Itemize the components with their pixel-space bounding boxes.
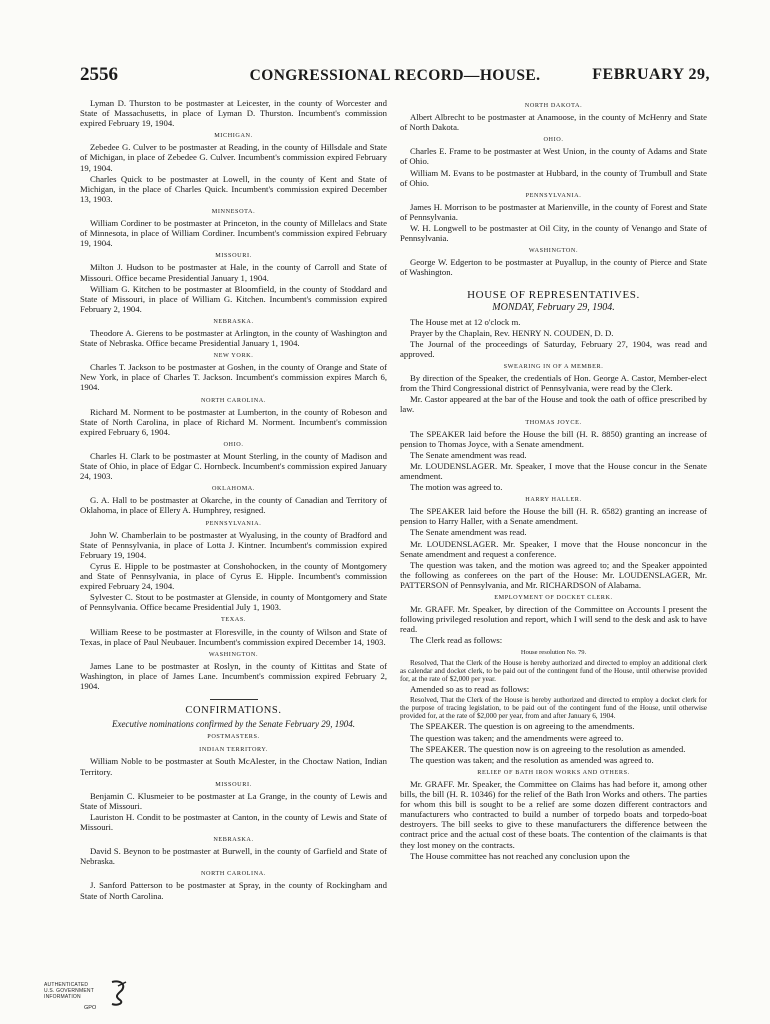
- nomination-paragraph: G. A. Hall to be postmaster at Okarche, in the county of Canadian and Territory of Oklahoma, in place of Ellery A. Humphrey, resigned.: [80, 495, 387, 516]
- proceedings-paragraph: Mr. Castor appeared at the bar of the House and took the oath of office prescribed by law.: [400, 394, 707, 415]
- proceedings-paragraph: The Senate amendment was read.: [410, 527, 527, 538]
- eagle-icon: [108, 978, 130, 1008]
- section-subheading: RELIEF OF BATH IRON WORKS AND OTHERS.: [477, 768, 630, 776]
- nomination-paragraph: William Cordiner to be postmaster at Princeton, in the county of Millelacs and State of Minnesota, in place of William Cordiner. Incumbent's commission expired February 19, 1904.: [80, 218, 387, 249]
- resolution-label: House resolution No. 79.: [520, 648, 587, 656]
- resolution-text: Resolved, That the Clerk of the House is hereby authorized and directed to employ a docket clerk for the purpose of tracing legislation, to be paid out of the contingent fund of the House, until otherwise provided for, at the rate of $2,000 per year, from and after January 6, 1904.: [400, 695, 707, 721]
- proceedings-paragraph: Mr. GRAFF. Mr. Speaker, the Committee on Claims has had before it, among other bills, the bill (H. R. 10346) for the relief of the Bath Iron Works and others. The parties for whom this bill is sought to be a relief are some dozen different contractors and manufacturers who contracted to build a number of torpedo boats and torpedo-boat destroyers. The bill seeks to give to these manufacturers the difference between the contract price and the actual cost of these boats. The contention of the claimants is that they lost money on the contracts.: [400, 778, 707, 850]
- nomination-paragraph: Sylvester C. Stout to be postmaster at Glenside, in county of Montgomery and State of Pennsylvania. Office became Presidential July 1, 1903.: [80, 592, 387, 613]
- postmasters-heading: POSTMASTERS.: [207, 733, 260, 741]
- proceedings-paragraph: Mr. LOUDENSLAGER. Mr. Speaker, I move that the House concur in the Senate amendment.: [400, 460, 707, 481]
- nomination-paragraph: Charles Quick to be postmaster at Lowell, in the county of Kent and State of Michigan, in the place of Charles Quick. Incumbent's commission expired December 13, 1903.: [80, 173, 387, 204]
- confirmation-paragraph: Benjamin C. Klusmeier to be postmaster at La Grange, in the county of Lewis and State of Missouri.: [80, 790, 387, 811]
- left-column: [80, 98, 387, 946]
- proceedings-paragraph: By direction of the Speaker, the credentials of Hon. George A. Castor, Member-elect from the Third Congressional district of Pennsylvania, were read by the Clerk.: [400, 373, 707, 394]
- state-heading: WASHINGTON.: [208, 650, 259, 658]
- proceedings-paragraph: The Clerk read as follows:: [410, 635, 503, 646]
- house-date: MONDAY, February 29, 1904.: [492, 301, 615, 313]
- state-heading: NEBRASKA.: [213, 836, 254, 844]
- nomination-paragraph: Theodore A. Gierens to be postmaster at Arlington, in the county of Washington and State of Nebraska. Office became Presidential January 1, 1904.: [80, 327, 387, 349]
- state-heading: PENNSYLVANIA.: [525, 191, 582, 199]
- proceedings-paragraph: The question was taken; and the resolution as amended was agreed to.: [410, 754, 654, 765]
- section-divider: [210, 699, 258, 700]
- confirmations-heading: CONFIRMATIONS.: [185, 705, 282, 717]
- state-heading: MISSOURI.: [215, 780, 252, 788]
- state-heading: MISSOURI.: [215, 252, 252, 260]
- proceedings-paragraph: The SPEAKER. The question is on agreeing to the amendments.: [410, 721, 635, 732]
- state-heading: TEXAS.: [220, 616, 247, 624]
- confirmation-paragraph: W. H. Longwell to be postmaster at Oil City, in the county of Venango and State of Pennsylvania.: [400, 223, 707, 244]
- state-heading: INDIAN TERRITORY.: [199, 746, 268, 754]
- state-heading: NORTH CAROLINA.: [200, 870, 266, 878]
- logo-text-line: INFORMATION: [44, 994, 81, 1000]
- nomination-paragraph: Zebedee G. Culver to be postmaster at Reading, in the county of Hillsdale and State of Michigan, in place of Zebedee G. Culver. Incumbent's commission expired February 19, 1904.: [80, 142, 387, 173]
- nomination-paragraph: Charles T. Jackson to be postmaster at Goshen, in the county of Orange and State of New York, in place of Charles T. Jackson. Incumbent's commission expires March 6, 1904.: [80, 362, 387, 393]
- proceedings-paragraph: The House committee has not reached any conclusion upon the: [410, 850, 630, 861]
- page-header: [80, 64, 710, 88]
- state-heading: NORTH CAROLINA.: [200, 396, 266, 404]
- proceedings-paragraph: Prayer by the Chaplain, Rev. HENRY N. COUDEN, D. D.: [410, 327, 614, 338]
- proceedings-paragraph: The House met at 12 o'clock m.: [410, 316, 521, 327]
- proceedings-paragraph: Amended so as to read as follows:: [410, 684, 530, 695]
- confirmation-paragraph: David S. Beynon to be postmaster at Burwell, in the county of Garfield and State of Nebraska.: [80, 846, 387, 867]
- state-heading: MINNESOTA.: [211, 207, 256, 215]
- confirmation-paragraph: James H. Morrison to be postmaster at Marienville, in the county of Forest and State of Pennsylvania.: [400, 201, 707, 222]
- confirmation-paragraph: George W. Edgerton to be postmaster at Puyallup, in the county of Pierce and State of Washington.: [400, 257, 707, 278]
- running-head: CONGRESSIONAL RECORD—HOUSE.: [249, 67, 541, 84]
- header-date: FEBRUARY 29,: [592, 66, 710, 83]
- section-subheading: SWEARING IN OF A MEMBER.: [503, 363, 604, 371]
- confirmations-subheading: Executive nominations confirmed by the Senate February 29, 1904.: [112, 719, 355, 730]
- logo-text: [44, 982, 94, 1000]
- nomination-paragraph: James Lane to be postmaster at Roslyn, in the county of Kittitas and State of Washington, in place of James Lane. Incumbent's commission expired February 2, 1904.: [80, 660, 387, 691]
- logo-text-line: AUTHENTICATED: [44, 982, 89, 988]
- confirmation-paragraph: Charles E. Frame to be postmaster at West Union, in the county of Adams and State of Ohio.: [400, 146, 707, 167]
- gpo-authenticated-logo: [44, 978, 134, 1014]
- nomination-paragraph: Milton J. Hudson to be postmaster at Hale, in the county of Carroll and State of Missouri. Office became Presidential January 1, 1904.: [80, 262, 387, 283]
- nomination-paragraph: Cyrus E. Hipple to be postmaster at Conshohocken, in the county of Montgomery and State of Pennsylvania, in place of Cyrus E. Hipple. Incumbent's commission expired February 24, 1904.: [80, 560, 387, 592]
- proceedings-paragraph: The SPEAKER laid before the House the bill (H. R. 6582) granting an increase of pension to Harry Haller, with a Senate amendment.: [400, 506, 707, 527]
- page-number: 2556: [80, 64, 118, 85]
- confirmation-paragraph: Lauriston H. Condit to be postmaster at Canton, in the county of Lewis and State of Missouri.: [80, 811, 387, 832]
- state-heading: OHIO.: [543, 136, 564, 144]
- section-subheading: THOMAS JOYCE.: [525, 418, 582, 426]
- proceedings-paragraph: The Senate amendment was read.: [410, 449, 527, 460]
- proceedings-paragraph: Mr. GRAFF. Mr. Speaker, by direction of the Committee on Accounts I present the following privileged resolution and report, which I will send to the desk and ask to have read.: [400, 604, 707, 635]
- state-heading: NEBRASKA.: [213, 317, 254, 325]
- proceedings-paragraph: The Journal of the proceedings of Saturday, February 27, 1904, was read and approved.: [400, 338, 707, 359]
- proceedings-paragraph: The question was taken, and the motion was agreed to; and the Speaker appointed the following as conferees on the part of the House: Mr. LOUDENSLAGER, Mr. PATTERSON of Pennsylvania, and Mr. RICHARDSON of Alabama.: [400, 559, 707, 590]
- proceedings-paragraph: Mr. LOUDENSLAGER. Mr. Speaker, I move that the House nonconcur in the Senate amendment and request a conference.: [400, 538, 707, 559]
- nomination-paragraph: Lyman D. Thurston to be postmaster at Leicester, in the county of Worcester and State of Massachusetts, in place of Lyman D. Thurston. Incumbent's commission expired February 19, 1904.: [80, 98, 387, 129]
- confirmation-paragraph: J. Sanford Patterson to be postmaster at Spray, in the county of Rockingham and State of North Carolina.: [80, 880, 387, 901]
- confirmation-paragraph: Albert Albrecht to be postmaster at Anamoose, in the county of McHenry and State of North Dakota.: [400, 112, 707, 133]
- nomination-paragraph: William Reese to be postmaster at Floresville, in the county of Wilson and State of Texas, in place of Paul Neubauer. Incumbent's commission expired December 14, 1903.: [80, 626, 387, 647]
- state-heading: WASHINGTON.: [528, 247, 579, 255]
- section-subheading: HARRY HALLER.: [525, 496, 582, 504]
- proceedings-paragraph: The motion was agreed to.: [410, 482, 503, 493]
- state-heading: MICHIGAN.: [214, 132, 253, 140]
- confirmation-paragraph: William M. Evans to be postmaster at Hubbard, in the county of Trumbull and State of Ohio.: [400, 167, 707, 188]
- house-heading: HOUSE OF REPRESENTATIVES.: [467, 288, 640, 301]
- resolution-text: Resolved, That the Clerk of the House is hereby authorized and directed to employ an additional clerk as calendar and docket clerk, to be paid out of the contingent fund of the House, until otherwise provided for, at the rate of $2,000 per year.: [400, 658, 707, 684]
- logo-text-line: U.S. GOVERNMENT: [44, 988, 94, 994]
- right-column: [400, 98, 707, 946]
- state-heading: PENNSYLVANIA.: [205, 519, 262, 527]
- section-subheading: EMPLOYMENT OF DOCKET CLERK.: [494, 594, 613, 602]
- state-heading: NEW YORK.: [213, 352, 254, 360]
- proceedings-paragraph: The SPEAKER. The question now is on agreeing to the resolution as amended.: [410, 743, 686, 754]
- proceedings-paragraph: The SPEAKER laid before the House the bill (H. R. 8850) granting an increase of pension to Thomas Joyce, with a Senate amendment.: [400, 428, 707, 449]
- nomination-paragraph: Richard M. Norment to be postmaster at Lumberton, in the county of Robeson and State of North Carolina, in place of Richard M. Norment. Incumbent's commission expired February 6, 1904.: [80, 406, 387, 437]
- state-heading: OKLAHOMA.: [211, 485, 256, 493]
- state-heading: NORTH DAKOTA.: [524, 102, 583, 109]
- nomination-paragraph: William G. Kitchen to be postmaster at Bloomfield, in the county of Stoddard and State of Missouri, in place of William G. Kitchen. Incumbent's commission expired February 2, 1904.: [80, 283, 387, 314]
- confirmation-paragraph: William Noble to be postmaster at South McAlester, in the Choctaw Nation, Indian Territory.: [80, 756, 387, 777]
- state-heading: OHIO.: [223, 440, 244, 448]
- nomination-paragraph: John W. Chamberlain to be postmaster at Wyalusing, in the county of Bradford and State of Pennsylvania, in place of Lotta J. Kintner. Incumbent's commission expired February 19, 1904.: [80, 529, 387, 560]
- gpo-label: GPO: [84, 1005, 97, 1011]
- nomination-paragraph: Charles H. Clark to be postmaster at Mount Sterling, in the county of Madison and State of Ohio, in place of Edgar C. Hornbeck. Incumbent's commission expired January 24, 1903.: [80, 451, 387, 482]
- proceedings-paragraph: The question was taken; and the amendments were agreed to.: [410, 732, 624, 743]
